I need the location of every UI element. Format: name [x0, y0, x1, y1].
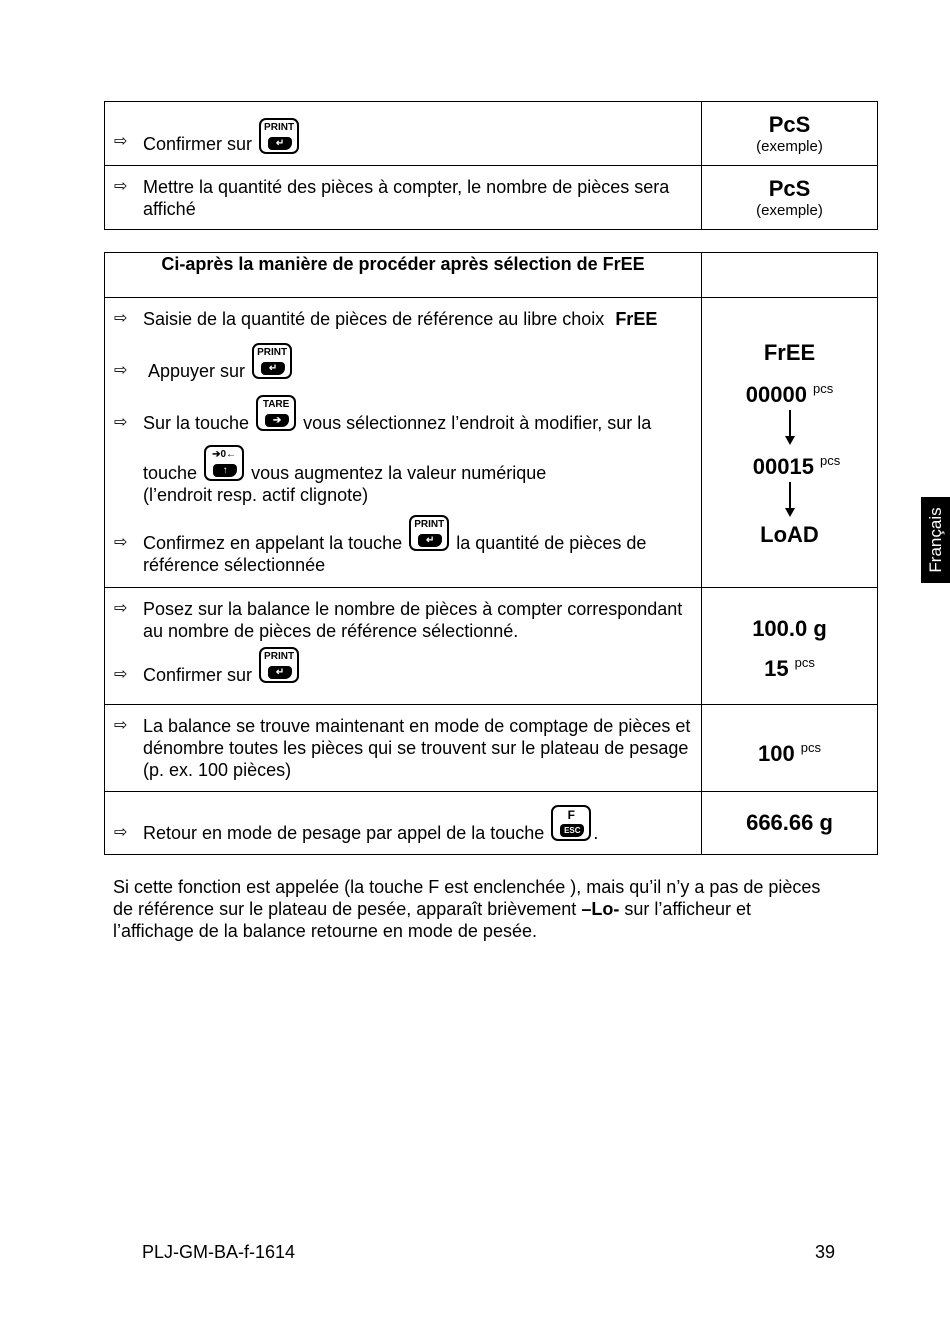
- print-key-icon: PRINT ↵: [252, 343, 292, 379]
- table-free-procedure: [104, 252, 878, 855]
- print-key-icon: PRINT ↵: [259, 118, 299, 154]
- step-text: Retour en mode de pesage par appel de la touche: [143, 823, 545, 843]
- step-arrow-icon: ⇨: [114, 534, 128, 551]
- step-bold: FrEE: [615, 309, 658, 329]
- table-header: Ci-après la manière de procéder après sélection de FrEE: [105, 253, 702, 298]
- step-cell: [105, 166, 702, 230]
- display-cell: [702, 588, 878, 705]
- step-arrow-icon: ⇨: [114, 600, 128, 617]
- step-text: référence sélectionnée: [143, 555, 326, 575]
- page-number: 39: [815, 1242, 836, 1262]
- tare-key-icon: TARE ➔: [256, 395, 296, 431]
- display-cell: [702, 705, 878, 792]
- step-arrow-icon: ⇨: [114, 666, 128, 683]
- display-note: (exemple): [756, 202, 823, 219]
- table-row: [105, 705, 878, 792]
- step-arrow-icon: ⇨: [114, 414, 128, 431]
- step-text: la quantité de pièces de: [456, 533, 647, 553]
- display-value: 100 $^{pcs}$: [758, 740, 821, 766]
- display-value: PcS: [768, 176, 811, 201]
- display-value: 666.66 g: [746, 810, 833, 835]
- display-value: FrEE: [763, 340, 816, 365]
- f-esc-key-icon: F ESC: [551, 805, 591, 841]
- step-text: Posez sur la balance le nombre de pièces à compter correspondant au nombre de pièces de référence sélectionné.: [143, 599, 683, 641]
- table-row: [105, 102, 878, 166]
- info-note: Si cette fonction est appelée (la touche F est enclenchée ), mais qu’il n’y a pas de pièces de référence sur le plateau de pesée, apparaît brièvement –Lo- sur l’afficheur et l’affichage de la balance retourne en mode de pesée.: [113, 877, 821, 941]
- table-confirm: [104, 101, 878, 230]
- step-cell: ⇨ Retour en mode de pesage par appel de la touche F ESC .: [105, 792, 702, 855]
- step-text: Confirmez en appelant la touche: [143, 533, 403, 553]
- step-arrow-icon: ⇨: [114, 178, 128, 195]
- step-arrow-icon: ⇨: [114, 310, 128, 327]
- footer-doc-id: PLJ-GM-BA-f-1614: [142, 1242, 296, 1262]
- step-text: Saisie de la quantité de pièces de référence au libre choix: [143, 309, 605, 329]
- table-row: [105, 588, 878, 705]
- step-text: (l’endroit resp. actif clignote): [143, 485, 369, 505]
- step-arrow-icon: ⇨: [114, 133, 128, 150]
- step-text: Appuyer sur: [148, 361, 246, 381]
- step-text: La balance se trouve maintenant en mode de comptage de pièces et dénombre toutes les pièces qui se trouvent sur le plateau de pesage (p. ex. 100 pièces): [143, 716, 691, 780]
- step-cell: [105, 705, 702, 792]
- display-note: (exemple): [756, 138, 823, 155]
- table-row: [105, 792, 878, 855]
- step-text: vous augmentez la valeur numérique: [251, 463, 547, 483]
- step-text: Confirmer sur: [143, 134, 253, 154]
- step-text: Mettre la quantité des pièces à compter, le nombre de pièces sera affiché: [143, 177, 670, 219]
- display-value: 100.0 g: [752, 616, 827, 641]
- step-cell: [105, 588, 702, 705]
- language-tab: Français: [921, 497, 950, 583]
- display-cell: [702, 298, 878, 588]
- table-row: [105, 166, 878, 230]
- display-value: PcS: [768, 112, 811, 137]
- display-cell: [702, 792, 878, 855]
- print-key-icon: PRINT ↵: [259, 647, 299, 683]
- step-cell: [105, 102, 702, 166]
- step-text: touche: [143, 463, 198, 483]
- step-arrow-icon: ⇨: [114, 824, 128, 841]
- step-text: vous sélectionnez l’endroit à modifier, sur la: [303, 413, 652, 433]
- display-value: 15 $^{pcs}$: [764, 655, 815, 681]
- step-text: Sur la touche: [143, 413, 250, 433]
- display-value: LoAD: [760, 522, 819, 547]
- display-value: 00000 $^{pcs}$: [745, 381, 834, 407]
- zero-key-icon: ➔0← ↑: [204, 445, 244, 481]
- down-arrow-icon: [783, 482, 797, 518]
- down-arrow-icon: [783, 410, 797, 446]
- step-text: Confirmer sur: [143, 665, 253, 685]
- step-arrow-icon: ⇨: [114, 717, 128, 734]
- table-header-row: [105, 253, 878, 298]
- table-row: [105, 298, 878, 588]
- display-cell: [702, 102, 878, 166]
- step-arrow-icon: ⇨: [114, 362, 128, 379]
- print-key-icon: PRINT ↵: [409, 515, 449, 551]
- display-value: 00015 $^{pcs}$: [752, 453, 841, 479]
- display-cell: [702, 166, 878, 230]
- step-cell: [105, 298, 702, 588]
